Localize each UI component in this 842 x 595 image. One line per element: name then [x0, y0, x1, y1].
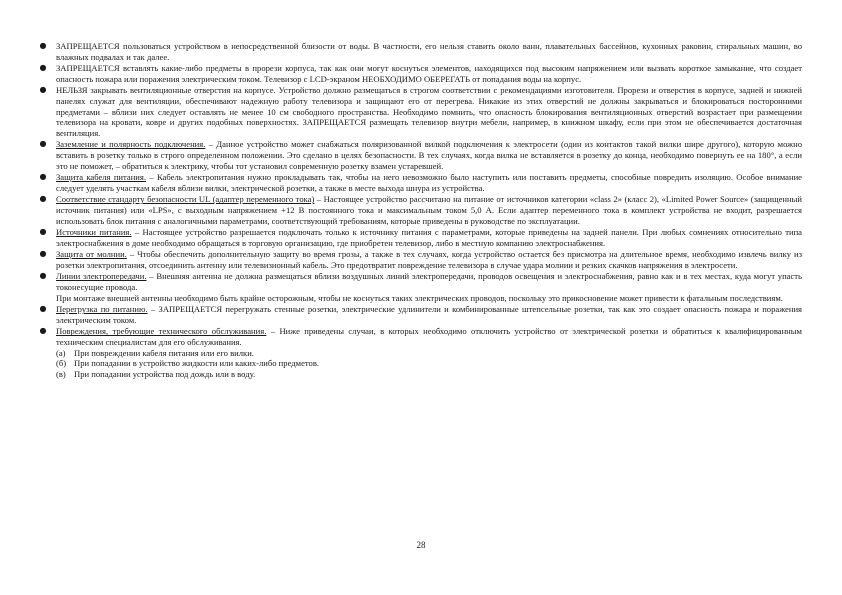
bullet-icon: ● — [39, 63, 47, 73]
item-text: НЕЛЬЗЯ закрывать вентиляционные отверстия на корпусе. Устройство должно размещаться в строгом соответствии с рекомендациями изготовителя. Прорези и отверстия в корпусе, задней и нижней панелях служат для вентиляции, обеспечивают надежную работу телевизора и защищают его от перегрева. Никакие из этих отверстий не должны закрываться и блокироваться посторонними предметами – вблизи них следует оставлять не менее 10 см свободного пространства. Необходимо помнить, что опасность блокирования вентиляционных отверстий возрастает при размещении телевизора на кровати, ковре и других подобных поверхностях. ЗАПРЕЩАЕТСЯ размещать телевизор внутри мебели, например, в книжном шкафу, если при этом не обеспечивается достаточная вентиляция. — [56, 85, 802, 138]
item-text: – ЗАПРЕЩАЕТСЯ перегружать стенные розетки, электрические удлинители и комбинированные штепсельные розетки, так как это создает опасность пожара и поражения электрическим током. — [56, 304, 802, 325]
safety-instructions-list — [38, 41, 802, 379]
item-continuation: При монтаже внешней антенны необходимо быть крайне осторожным, чтобы не коснуться таких электрических проводов, поскольку это прикосновение может привести к фатальным последствиям. — [56, 292, 783, 303]
item-text: – Чтобы обеспечить дополнительную защиту во время грозы, а также в тех случаях, когда устройство остается без присмотра на длительное время, необходимо извлечь вилку из розетки электропитания, отсоединить антенну или телевизионный кабель. Это предотвратит повреждение телевизора в случае удара молнии и резких скачков напряжения в электросети. — [56, 249, 802, 270]
item-text: – Кабель электропитания нужно прокладывать так, чтобы на него невозможно было наступить или поставить предметы, способные повредить изоляцию. Особое внимание следует уделять участкам кабеля вблизи вилки, электрической розетки, а также в месте выхода шнура из устройства. — [56, 172, 802, 193]
bullet-icon: ● — [39, 271, 47, 281]
sub-item-marker: (а) — [56, 347, 66, 358]
list-item — [38, 172, 802, 193]
sub-item — [56, 348, 802, 359]
list-item — [38, 194, 802, 226]
document-page — [38, 41, 802, 380]
list-item — [38, 227, 802, 248]
bullet-icon: ● — [39, 227, 47, 237]
sub-item — [56, 369, 802, 380]
item-heading: Повреждения, требующие технического обслуживания. — [56, 326, 267, 337]
item-heading: Заземление и полярность подключения. — [56, 139, 206, 150]
sub-item-text: При повреждении кабеля питания или его вилки. — [74, 347, 254, 358]
bullet-icon: ● — [39, 139, 47, 149]
bullet-icon: ● — [39, 194, 47, 204]
list-item — [38, 85, 802, 138]
item-heading: Линии электропередачи. — [56, 271, 147, 282]
item-heading: Защита от молнии. — [56, 249, 127, 260]
page-number: 28 — [416, 540, 426, 550]
list-item — [38, 41, 802, 62]
list-item — [38, 271, 802, 303]
sub-item — [56, 358, 802, 369]
bullet-icon: ● — [39, 172, 47, 182]
bullet-icon: ● — [39, 249, 47, 259]
list-item — [38, 249, 802, 270]
bullet-icon: ● — [39, 41, 47, 50]
list-item — [38, 139, 802, 171]
item-heading: Перегрузка по питанию. — [56, 304, 148, 315]
item-heading: Соответствие стандарту безопасности UL (адаптер переменного тока) — [56, 194, 315, 205]
bullet-icon: ● — [39, 85, 47, 95]
item-text: ЗАПРЕЩАЕТСЯ вставлять какие-либо предметы в прорези корпуса, так как они могут коснуться элементов, находящихся под высоким напряжением или вызвать короткое замыкание, что создает опасность пожара или поражения электрическим током. Телевизор с LCD-экраном НЕОБХОДИМО ОБЕРЕГАТЬ от попадания воды на корпус. — [56, 63, 802, 84]
list-item — [38, 63, 802, 84]
item-heading: Источники питания. — [56, 227, 132, 238]
bullet-icon: ● — [39, 304, 47, 314]
item-text: – Внешняя антенна не должна размещаться вблизи воздушных линий электропередачи, проводов освещения и электроснабжения, равно как и в тех местах, куда могут упасть токонесущие провода. — [56, 271, 802, 293]
item-text: – Настоящее устройство рассчитано на питание от источников категории «class 2» (класс 2), «Limited Power Source» (защищенный источник питания) или «LPS», с выходным напряжением +12 В постоянного тока и максимальным током 5,0 А. Если адаптер переменного тока в комплект устройства не входит, разрешается использовать блок питания с аналогичными параметрами, соответствующий требованиям, которые приведены в руководстве по эксплуатации. — [56, 194, 802, 226]
item-text: ЗАПРЕЩАЕТСЯ пользоваться устройством в непосредственной близости от воды. В частности, его нельзя ставить около ванн, плавательных бассейнов, кухонных раковин, стиральных машин, во влажных подвалах и так далее. — [56, 41, 802, 62]
item-text: – Настоящее устройство разрешается подключать только к источнику питания с параметрами, которые приведены на задней панели. При любых сомнениях относительно типа электроснабжения в доме необходимо обращаться в торговую организацию, где приобретен телевизор, либо в местную компанию электроснабжения. — [56, 227, 802, 248]
sub-item-text: При попадании устройства под дождь или в воду. — [74, 368, 256, 379]
item-heading: Защита кабеля питания. — [56, 172, 146, 183]
sub-item-text: При попадании в устройство жидкости или каких-либо предметов. — [74, 358, 320, 369]
item-text: – Ниже приведены случаи, в которых необходимо отключить устройство от электрической розетки и обратиться к квалифицированным техническим специалистам для его обслуживания. — [56, 326, 802, 348]
sub-item-marker: (б) — [56, 358, 67, 369]
bullet-icon: ● — [39, 326, 47, 336]
list-item — [38, 304, 802, 325]
item-text: – Данное устройство может снабжаться поляризованной вилкой подключения к электросети (один из контактов такой вилки шире другого), которую можно вставить в розетку только в строго определенном положении. Это сделано в целях безопасности. В тех случаях, когда вилка не вставляется в розетку до конца, необходимо повернуть ее на 180°, а если это не поможет, – обратиться к электрику, чтобы тот установил современную розетку взамен устаревшей. — [56, 139, 803, 171]
sub-item-marker: (в) — [56, 368, 66, 379]
list-item — [38, 326, 802, 379]
